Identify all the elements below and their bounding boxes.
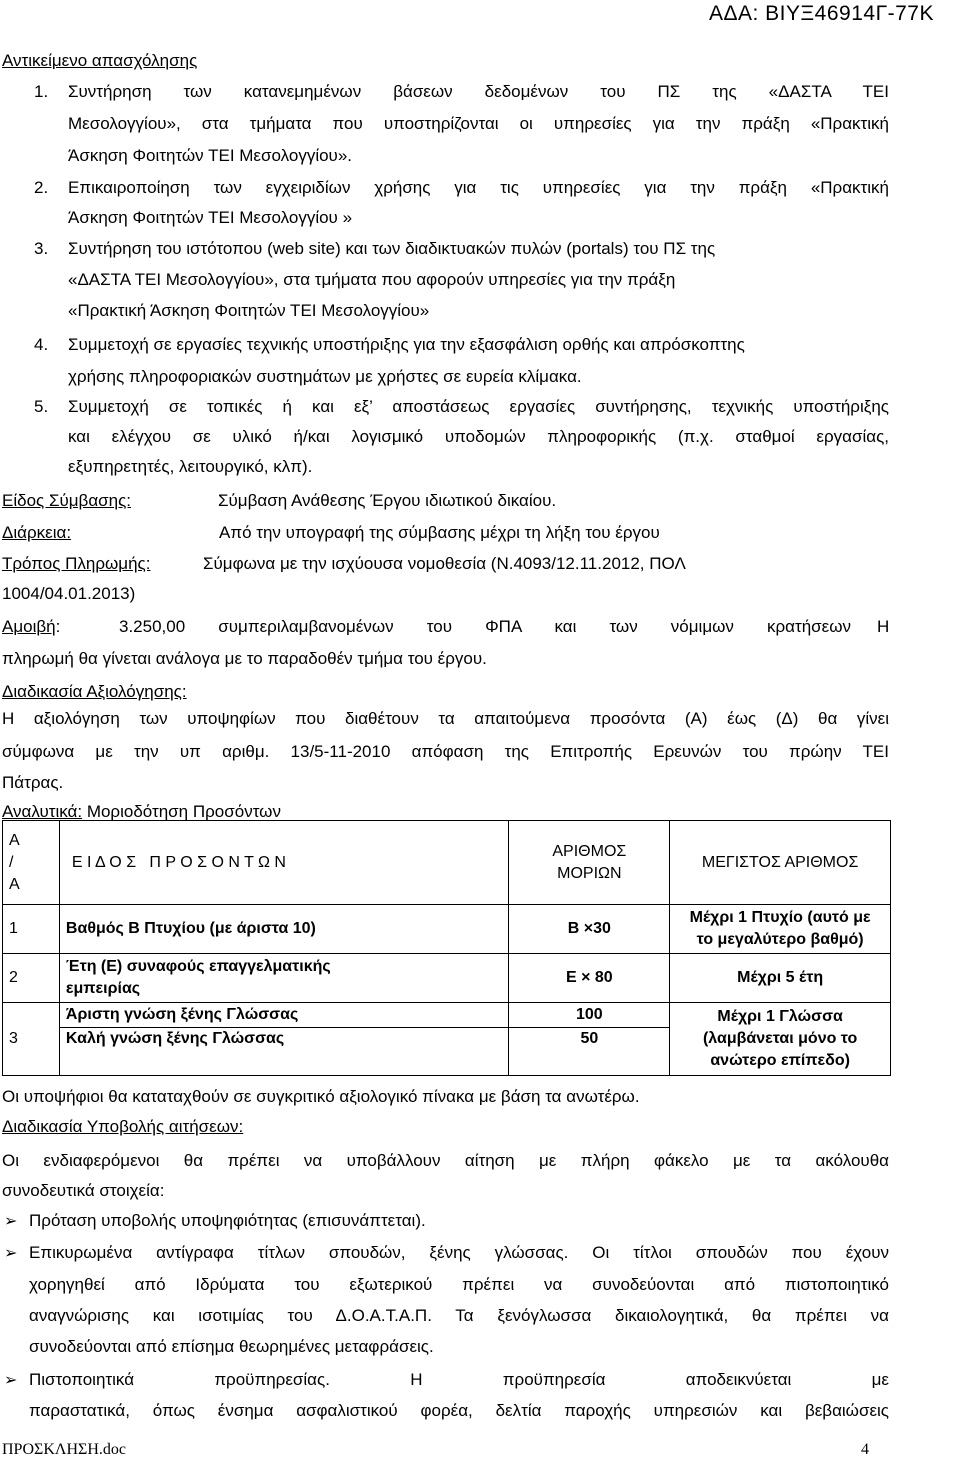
item-1-number: 1. (34, 82, 49, 101)
table-row (3, 954, 891, 1003)
header-col-points (509, 821, 670, 905)
ada-code: ΑΔΑ: ΒΙΥΞ46914Γ-77Κ (708, 2, 934, 25)
item-2-line-2: Άσκηση Φοιτητών ΤΕΙ Μεσολογγίου » (68, 208, 353, 227)
submission-intro-1: Οι ενδιαφερόμενοι θα πρέπει να υποβάλλουν αίτηση με πλήρη φάκελο με τα ακόλουθα (2, 1151, 889, 1170)
evaluation-line-1: Η αξιολόγηση των υποψηφίων που διαθέτουν τα απαιτούμενα προσόντα (Α) έως (Δ) θα γίνει (2, 709, 889, 728)
row-1-kind: Βαθμός Β Πτυχίου (με άριστα 10) (59, 905, 509, 954)
payment-value: Σύμφωνα με την ισχύουσα νομοθεσία (Ν.4093/12.11.2012, ΠΟΛ (203, 554, 686, 573)
row-1-max-line-2: το μεγαλύτερο βαθμό) (696, 931, 864, 948)
header-col-max: ΜΕΓΙΣΤΟΣ ΑΡΙΘΜΟΣ (670, 821, 891, 905)
row-1-max (670, 905, 891, 954)
duration-label: Διάρκεια: (2, 523, 72, 542)
row-2-number: 2 (3, 954, 60, 1003)
evaluation-line-3: Πάτρας. (2, 773, 64, 792)
item-4-number: 4. (34, 335, 49, 354)
bullet-3-line-1: Πιστοποιητικά προϋπηρεσίας. Η προϋπηρεσία αποδεικνύεται με (29, 1370, 889, 1389)
bullet-1-line-1: Πρόταση υποβολής υποψηφιότητας (επισυνάπτεται). (29, 1211, 426, 1230)
item-5-line-2: και ελέγχου σε υλικό ή/και λογισμικό υποδομών πληροφορικής (π.χ. σταθμοί εργασίας, (68, 427, 889, 446)
header-col-a (3, 821, 60, 905)
bullet-2-line-4: συνοδεύονται από επίσημα θεωρημένες μεταφράσεις. (29, 1337, 434, 1356)
header-col-kind: Ε Ι Δ Ο Σ Π Ρ Ο Σ Ο Ν Τ Ω Ν (59, 821, 509, 905)
item-2-line-1: Επικαιροποίηση των εγχειριδίων χρήσης για τις υπηρεσίες για την πράξη «Πρακτική (68, 178, 889, 197)
fee-line-2: πληρωμή θα γίνεται ανάλογα με το παραδοθέν τμήμα του έργου. (2, 649, 487, 668)
header-col-points-1: ΑΡΙΘΜΟΣ (552, 842, 627, 860)
row-2-kind-line-2: εμπειρίας (65, 980, 141, 997)
object-heading: Αντικείμενο απασχόλησης (2, 51, 198, 70)
item-5-line-1: Συμμετοχή σε τοπικές ή και εξ’ αποστάσεως εργασίες συντήρησης, τεχνικής υποστήριξης (68, 397, 889, 416)
bullet-3-line-2: παραστατικά, όπως ένσημα ασφαλιστικού φορέα, δελτία παροχής υπηρεσιών και βεβαιώσεις (29, 1401, 889, 1420)
evaluation-heading: Διαδικασία Αξιολόγησης: (2, 682, 187, 701)
header-col-a-3: Α (9, 875, 20, 893)
item-5-number: 5. (34, 397, 49, 416)
row-3b-points: 50 (509, 1028, 670, 1076)
scoring-heading-rest: Μοριοδότηση Προσόντων (82, 802, 281, 821)
bullet-2-line-3: αναγνώρισης και ισοτιμίας του Δ.Ο.Α.Τ.Α.Π. Τα ξενόγλωσσα δικαιολογητικά, θα πρέπει να (29, 1306, 889, 1325)
item-1-line-1: Συντήρηση των κατανεμημένων βάσεων δεδομένων του ΠΣ της «ΔΑΣΤΑ ΤΕΙ (68, 82, 889, 101)
row-1-max-line-1: Μέχρι 1 Πτυχίο (αυτό με (689, 909, 871, 926)
footer-page-number: 4 (861, 1441, 869, 1458)
row-3a-points: 100 (509, 1003, 670, 1028)
item-3-number: 3. (34, 239, 49, 258)
arrow-bullet-icon: ➢ (4, 1213, 18, 1230)
row-3-max (670, 1003, 891, 1076)
bullet-3-arrow (4, 1369, 26, 1392)
fee-label: Αμοιβή (2, 617, 56, 636)
bullet-2-line-2: χορηγηθεί από Ιδρύματα του εξωτερικού πρέπει να συνοδεύονται από πιστοποιητικό (29, 1275, 889, 1294)
row-3-number: 3 (3, 1003, 60, 1076)
header-col-points-2: ΜΟΡΙΩΝ (557, 864, 622, 882)
row-3-max-line-1: Μέχρι 1 Γλώσσα (717, 1008, 843, 1025)
row-2-kind (59, 954, 509, 1003)
row-1-points: Β ×30 (509, 905, 670, 954)
evaluation-line-2: σύμφωνα με την υπ αριθμ. 13/5-11-2010 απόφαση της Επιτροπής Ερευνών του πρώην ΤΕΙ (2, 742, 889, 761)
row-3b-kind: Καλή γνώση ξένης Γλώσσας (59, 1028, 509, 1076)
table-header-row (3, 821, 891, 905)
fee-colon: : (55, 617, 61, 636)
bullet-2-arrow (4, 1242, 26, 1265)
scoring-heading-underlined: Αναλυτικά: (2, 802, 83, 821)
header-col-a-2: / (9, 853, 14, 871)
bullet-2-line-1: Επικυρωμένα αντίγραφα τίτλων σπουδών, ξένης γλώσσας. Οι τίτλοι σπουδών που έχουν (29, 1243, 889, 1262)
row-3a-kind: Άριστη γνώση ξένης Γλώσσας (59, 1003, 509, 1028)
table-row (3, 905, 891, 954)
payment-label: Τρόπος Πληρωμής: (2, 554, 151, 573)
item-3-line-1: Συντήρηση του ιστότοπου (web site) και των διαδικτυακών πυλών (portals) του ΠΣ της (68, 239, 716, 258)
item-3-line-2: «ΔΑΣΤΑ ΤΕΙ Μεσολογγίου», στα τμήματα που αφορούν υπηρεσίες για την πράξη (68, 270, 676, 289)
arrow-bullet-icon: ➢ (4, 1245, 18, 1262)
row-2-kind-line-1: Έτη (Ε) συναφούς επαγγελματικής (65, 958, 331, 975)
payment-value-cont: 1004/04.01.2013) (2, 584, 136, 603)
fee-tail: Η (877, 617, 890, 636)
item-4-line-1: Συμμετοχή σε εργασίες τεχνικής υποστήριξης για την εξασφάλιση ορθής και απρόσκοπτης (68, 335, 745, 354)
scoring-table (2, 820, 891, 1076)
footer-filename: ΠΡΟΣΚΛΗΣΗ.doc (2, 1441, 126, 1458)
fee-value: 3.250,00 συμπεριλαμβανομένων του ΦΠΑ και των νόμιμων κρατήσεων (119, 617, 851, 636)
row-3-max-line-3: ανώτερο επίπεδο) (710, 1052, 850, 1069)
header-col-a-1: Α (9, 831, 20, 849)
table-row (3, 1003, 891, 1028)
item-3-line-3: «Πρακτική Άσκηση Φοιτητών ΤΕΙ Μεσολογγίου» (68, 301, 430, 320)
contract-type-label: Είδος Σύμβασης: (2, 491, 132, 510)
row-2-points: Ε × 80 (509, 954, 670, 1003)
submission-intro-2: συνοδευτικά στοιχεία: (2, 1181, 165, 1200)
row-1-number: 1 (3, 905, 60, 954)
item-2-number: 2. (34, 178, 49, 197)
item-5-line-3: εξυπηρετητές, λειτουργικό, κλπ). (68, 457, 313, 476)
duration-value: Από την υπογραφή της σύμβασης μέχρι τη λήξη του έργου (219, 523, 660, 542)
bullet-1-arrow (4, 1210, 26, 1233)
item-1-line-2: Μεσολογγίου», στα τμήματα που υποστηρίζονται οι υπηρεσίες για την πράξη «Πρακτική (68, 114, 889, 133)
row-2-max: Μέχρι 5 έτη (670, 954, 891, 1003)
submission-heading: Διαδικασία Υποβολής αιτήσεων: (2, 1117, 244, 1136)
contract-type-value: Σύμβαση Ανάθεσης Έργου ιδιωτικού δικαίου. (218, 491, 557, 510)
row-3-max-line-2: (λαμβάνεται μόνο το (702, 1030, 858, 1047)
scoring-note: Οι υποψήφιοι θα καταταχθούν σε συγκριτικό αξιολογικό πίνακα με βάση τα ανωτέρω. (2, 1087, 640, 1106)
item-1-line-3: Άσκηση Φοιτητών ΤΕΙ Μεσολογγίου». (68, 146, 353, 165)
item-4-line-2: χρήσης πληροφοριακών συστημάτων με χρήστες σε ευρεία κλίμακα. (68, 367, 582, 386)
arrow-bullet-icon: ➢ (4, 1372, 18, 1389)
